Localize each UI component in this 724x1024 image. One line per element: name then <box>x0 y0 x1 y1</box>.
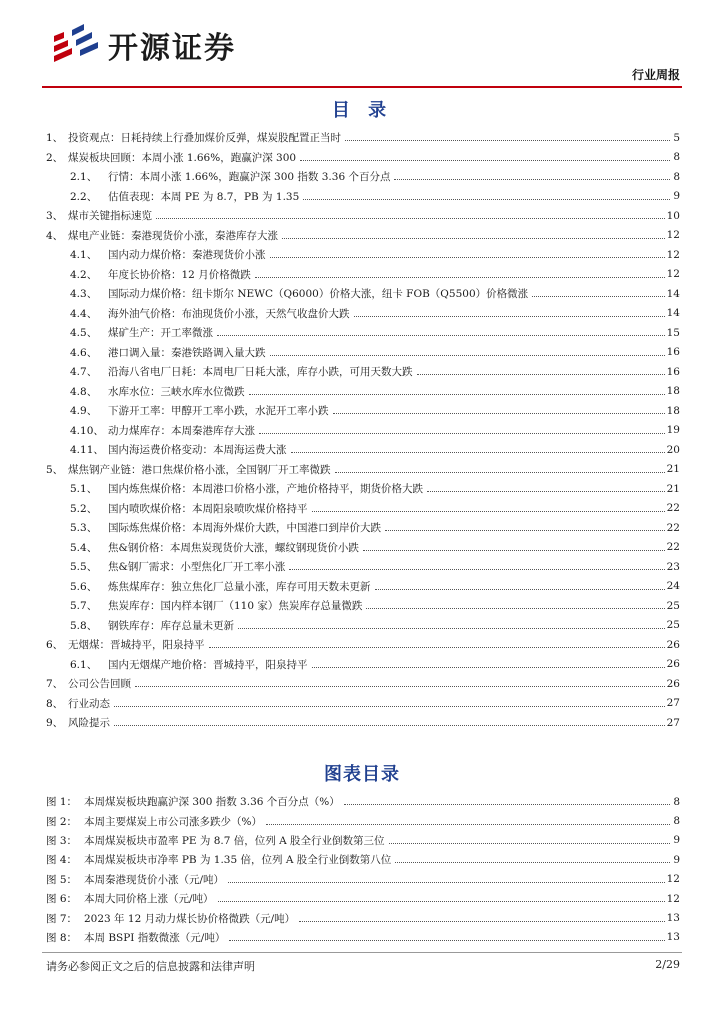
entry-title: 焦&钢价格：本周焦炭现货价大涨，螺纹钢现货价小跌 <box>108 541 359 554</box>
entry-title: 沿海八省电厂日耗：本周电厂日耗大涨，库存小跌，可用天数大跌 <box>108 366 413 379</box>
entry-number: 4.5、 <box>70 327 98 340</box>
toc-entry[interactable] <box>46 518 680 538</box>
dot-leader <box>303 199 670 200</box>
entry-page-number: 5 <box>673 131 680 144</box>
dot-leader <box>532 296 665 297</box>
toc-entry[interactable] <box>46 343 680 363</box>
dot-leader <box>289 569 664 570</box>
toc-entry[interactable] <box>46 362 680 382</box>
logo-text: 开源证券 <box>108 31 236 66</box>
entry-page-number: 9 <box>673 190 680 203</box>
toc-entry[interactable] <box>46 694 680 714</box>
dot-leader <box>417 374 665 375</box>
entry-number: 4.7、 <box>70 366 98 379</box>
header-divider <box>42 86 682 88</box>
toc-title: 目 录 <box>331 100 393 121</box>
entry-number: 图 1： <box>46 796 78 809</box>
entry-page-number: 26 <box>666 658 680 671</box>
entry-page-number: 18 <box>666 404 680 417</box>
dot-leader <box>345 140 670 141</box>
entry-page-number: 14 <box>666 307 680 320</box>
toc-entry[interactable] <box>46 479 680 499</box>
footer-divider <box>42 952 682 953</box>
toc-entry[interactable] <box>46 304 680 324</box>
dot-leader <box>228 882 665 883</box>
entry-title: 水库水位：三峡水库水位微跌 <box>108 385 245 398</box>
toc-entry[interactable] <box>46 655 680 675</box>
entry-number: 2、 <box>46 151 64 164</box>
entry-page-number: 22 <box>666 521 680 534</box>
toc-entry[interactable] <box>46 499 680 519</box>
dot-leader <box>300 160 670 161</box>
toc-entry[interactable] <box>46 187 680 207</box>
dot-leader <box>270 355 665 356</box>
entry-number: 2.1、 <box>70 171 98 184</box>
entry-page-number: 21 <box>666 463 680 476</box>
entry-page-number: 18 <box>666 385 680 398</box>
entry-page-number: 26 <box>666 638 680 651</box>
entry-title: 焦&钢厂需求：小型焦化厂开工率小涨 <box>108 561 286 574</box>
dot-leader <box>209 647 665 648</box>
dot-leader <box>114 706 665 707</box>
dot-leader <box>375 589 665 590</box>
entry-title: 行业动态 <box>68 697 110 710</box>
dot-leader <box>333 413 665 414</box>
entry-number: 4.3、 <box>70 288 98 301</box>
entry-number: 5.5、 <box>70 561 98 574</box>
entry-number: 图 7： <box>46 912 78 925</box>
entry-number: 6.1、 <box>70 658 98 671</box>
entry-title: 国内喷吹煤价格：本周阳泉喷吹煤价格持平 <box>108 502 308 515</box>
entry-number: 图 8： <box>46 931 78 944</box>
dot-leader <box>335 472 665 473</box>
toc-entry[interactable] <box>46 616 680 636</box>
toc-entry[interactable] <box>46 596 680 616</box>
entry-number: 4.10、 <box>70 424 104 437</box>
kaiyuan-logo-icon <box>50 22 102 68</box>
entry-page-number: 13 <box>666 931 680 944</box>
figure-entry[interactable] <box>46 850 680 869</box>
entry-number: 9、 <box>46 717 64 730</box>
entry-number: 5.2、 <box>70 502 98 515</box>
dot-leader <box>312 667 665 668</box>
toc-list <box>46 128 680 733</box>
entry-number: 图 6： <box>46 893 78 906</box>
entry-title: 本周煤炭板块市净率 PB 为 1.35 倍，位列 A 股全行业倒数第八位 <box>84 854 392 867</box>
entry-number: 5.1、 <box>70 483 98 496</box>
entry-number: 1、 <box>46 132 64 145</box>
dot-leader <box>282 238 665 239</box>
entry-title: 估值表现：本周 PE 为 8.7，PB 为 1.35 <box>108 190 300 203</box>
dot-leader <box>249 394 665 395</box>
entry-number: 5.7、 <box>70 600 98 613</box>
toc-entry[interactable] <box>46 421 680 441</box>
entry-number: 7、 <box>46 678 64 691</box>
toc-entry[interactable] <box>46 674 680 694</box>
entry-title: 国际动力煤价格：纽卡斯尔 NEWC（Q6000）价格大涨，纽卡 FOB（Q5500）价格微涨 <box>108 288 529 301</box>
entry-title: 本周 BSPI 指数微涨（元/吨） <box>84 931 226 944</box>
entry-number: 4.9、 <box>70 405 98 418</box>
toc-entry[interactable] <box>46 167 680 187</box>
entry-number: 图 2： <box>46 815 78 828</box>
entry-title: 行情：本周小涨 1.66%，跑赢沪深 300 指数 3.36 个百分点 <box>108 171 391 184</box>
entry-page-number: 9 <box>673 853 680 866</box>
entry-title: 本周秦港现货价小涨（元/吨） <box>84 873 225 886</box>
entry-page-number: 9 <box>673 834 680 847</box>
entry-page-number: 27 <box>666 716 680 729</box>
dot-leader <box>229 940 664 941</box>
entry-title: 本周大同价格上涨（元/吨） <box>84 893 214 906</box>
entry-number: 4.4、 <box>70 307 98 320</box>
toc-entry[interactable] <box>46 460 680 480</box>
toc-entry[interactable] <box>46 206 680 226</box>
entry-number: 6、 <box>46 639 64 652</box>
entry-title: 煤矿生产：开工率微涨 <box>108 327 213 340</box>
entry-page-number: 23 <box>666 560 680 573</box>
entry-number: 图 5： <box>46 873 78 886</box>
entry-title: 焦炭库存：国内样本钢厂（110 家）焦炭库存总量微跌 <box>108 600 363 613</box>
entry-page-number: 12 <box>666 229 680 242</box>
entry-title: 煤市关键指标速览 <box>68 210 152 223</box>
entry-page-number: 21 <box>666 482 680 495</box>
entry-page-number: 24 <box>666 580 680 593</box>
entry-title: 投资观点：日耗持续上行叠加煤价反弹，煤炭股配置正当时 <box>68 132 341 145</box>
dot-leader <box>259 433 665 434</box>
dot-leader <box>312 511 665 512</box>
toc-entry[interactable] <box>46 440 680 460</box>
figure-entry[interactable] <box>46 908 680 927</box>
entry-title: 煤焦钢产业链：港口焦煤价格小涨，全国钢厂开工率微跌 <box>68 463 331 476</box>
dot-leader <box>395 862 670 863</box>
entry-title: 下游开工率：甲醇开工率小跌，水泥开工率小跌 <box>108 405 329 418</box>
dot-leader <box>255 277 665 278</box>
figure-entry[interactable] <box>46 831 680 850</box>
entry-title: 煤电产业链：秦港现货价小涨，秦港库存大涨 <box>68 229 278 242</box>
entry-page-number: 14 <box>666 287 680 300</box>
entry-number: 图 3： <box>46 834 78 847</box>
entry-page-number: 26 <box>666 677 680 690</box>
entry-page-number: 12 <box>666 892 680 905</box>
entry-number: 4.11、 <box>70 444 104 457</box>
company-logo <box>50 20 236 70</box>
entry-title: 国内动力煤价格：秦港现货价小涨 <box>108 249 266 262</box>
entry-number: 4.8、 <box>70 385 98 398</box>
entry-title: 风险提示 <box>68 717 110 730</box>
toc-entry[interactable] <box>46 401 680 421</box>
entry-page-number: 12 <box>666 873 680 886</box>
entry-page-number: 12 <box>666 248 680 261</box>
entry-page-number: 8 <box>673 151 680 164</box>
entry-title: 2023 年 12 月动力煤长协价格微跌（元/吨） <box>84 912 296 925</box>
entry-title: 本周煤炭板块跑赢沪深 300 指数 3.36 个百分点（%） <box>84 796 340 809</box>
toc-entry[interactable] <box>46 323 680 343</box>
dot-leader <box>427 491 665 492</box>
figure-entry[interactable] <box>46 889 680 908</box>
dot-leader <box>218 901 665 902</box>
toc-entry[interactable] <box>46 382 680 402</box>
entry-page-number: 25 <box>666 619 680 632</box>
figure-entry[interactable] <box>46 928 680 947</box>
entry-page-number: 22 <box>666 541 680 554</box>
toc-entry[interactable] <box>46 245 680 265</box>
entry-number: 5.3、 <box>70 522 98 535</box>
entry-number: 图 4： <box>46 854 78 867</box>
entry-title: 港口调入量：秦港铁路调入量大跌 <box>108 346 266 359</box>
entry-page-number: 16 <box>666 365 680 378</box>
entry-page-number: 16 <box>666 346 680 359</box>
dot-leader <box>217 335 665 336</box>
dot-leader <box>156 218 665 219</box>
entry-title: 无烟煤：晋城持平，阳泉持平 <box>68 639 205 652</box>
figure-entry[interactable] <box>46 870 680 889</box>
dot-leader <box>394 179 670 180</box>
entry-title: 国内海运费价格变动：本周海运费大涨 <box>108 444 287 457</box>
dot-leader <box>354 316 665 317</box>
toc-entry[interactable] <box>46 265 680 285</box>
entry-number: 2.2、 <box>70 190 98 203</box>
report-category: 行业周报 <box>631 68 680 82</box>
figure-entry[interactable] <box>46 811 680 830</box>
toc-entry[interactable] <box>46 226 680 246</box>
toc-entry[interactable] <box>46 577 680 597</box>
toc-entry[interactable] <box>46 148 680 168</box>
entry-page-number: 8 <box>673 170 680 183</box>
dot-leader <box>363 550 665 551</box>
dot-leader <box>385 530 665 531</box>
entry-number: 5、 <box>46 463 64 476</box>
toc-entry[interactable] <box>46 713 680 733</box>
toc-entry[interactable] <box>46 557 680 577</box>
dot-leader <box>299 921 664 922</box>
figure-index-title: 图表目录 <box>324 764 400 785</box>
entry-page-number: 15 <box>666 326 680 339</box>
entry-page-number: 25 <box>666 599 680 612</box>
entry-page-number: 8 <box>673 795 680 808</box>
entry-number: 4、 <box>46 229 64 242</box>
entry-page-number: 8 <box>673 815 680 828</box>
entry-title: 年度长协价格：12 月价格微跌 <box>108 268 251 281</box>
dot-leader <box>238 628 665 629</box>
toc-entry[interactable] <box>46 284 680 304</box>
figure-entry[interactable] <box>46 792 680 811</box>
disclaimer-note: 请务必参阅正文之后的信息披露和法律声明 <box>46 960 255 973</box>
entry-title: 本周主要煤炭上市公司涨多跌少（%） <box>84 815 262 828</box>
entry-number: 4.2、 <box>70 268 98 281</box>
dot-leader <box>291 452 665 453</box>
entry-number: 5.6、 <box>70 580 98 593</box>
entry-page-number: 20 <box>666 443 680 456</box>
entry-page-number: 27 <box>666 697 680 710</box>
entry-title: 本周煤炭板块市盈率 PE 为 8.7 倍，位列 A 股全行业倒数第三位 <box>84 834 385 847</box>
dot-leader <box>389 843 670 844</box>
dot-leader <box>270 257 665 258</box>
entry-number: 5.4、 <box>70 541 98 554</box>
entry-title: 国内炼焦煤价格：本周港口价格小涨，产地价格持平，期货价格大跌 <box>108 483 423 496</box>
toc-entry[interactable] <box>46 128 680 148</box>
dot-leader <box>114 725 665 726</box>
dot-leader <box>266 824 670 825</box>
entry-page-number: 22 <box>666 502 680 515</box>
entry-title: 钢铁库存：库存总量未更新 <box>108 619 234 632</box>
entry-number: 4.1、 <box>70 249 98 262</box>
entry-number: 5.8、 <box>70 619 98 632</box>
toc-entry[interactable] <box>46 538 680 558</box>
entry-title: 公司公告回顾 <box>68 678 131 691</box>
entry-title: 国际炼焦煤价格：本周海外煤价大跌，中国港口到岸价大跌 <box>108 522 381 535</box>
entry-title: 炼焦煤库存：独立焦化厂总量小涨，库存可用天数未更新 <box>108 580 371 593</box>
entry-title: 国内无烟煤产地价格：晋城持平，阳泉持平 <box>108 658 308 671</box>
entry-title: 动力煤库存：本周秦港库存大涨 <box>108 424 255 437</box>
toc-entry[interactable] <box>46 635 680 655</box>
entry-number: 8、 <box>46 697 64 710</box>
dot-leader <box>344 804 670 805</box>
page-number: 2/29 <box>655 958 680 971</box>
entry-page-number: 10 <box>666 209 680 222</box>
entry-page-number: 12 <box>666 268 680 281</box>
entry-page-number: 19 <box>666 424 680 437</box>
entry-number: 4.6、 <box>70 346 98 359</box>
entry-title: 海外油气价格：布油现货价小涨，天然气收盘价大跌 <box>108 307 350 320</box>
dot-leader <box>135 686 665 687</box>
entry-number: 3、 <box>46 210 64 223</box>
entry-title: 煤炭板块回顾：本周小涨 1.66%，跑赢沪深 300 <box>68 151 297 164</box>
dot-leader <box>366 608 664 609</box>
figure-index-list <box>46 792 680 947</box>
entry-page-number: 13 <box>666 912 680 925</box>
